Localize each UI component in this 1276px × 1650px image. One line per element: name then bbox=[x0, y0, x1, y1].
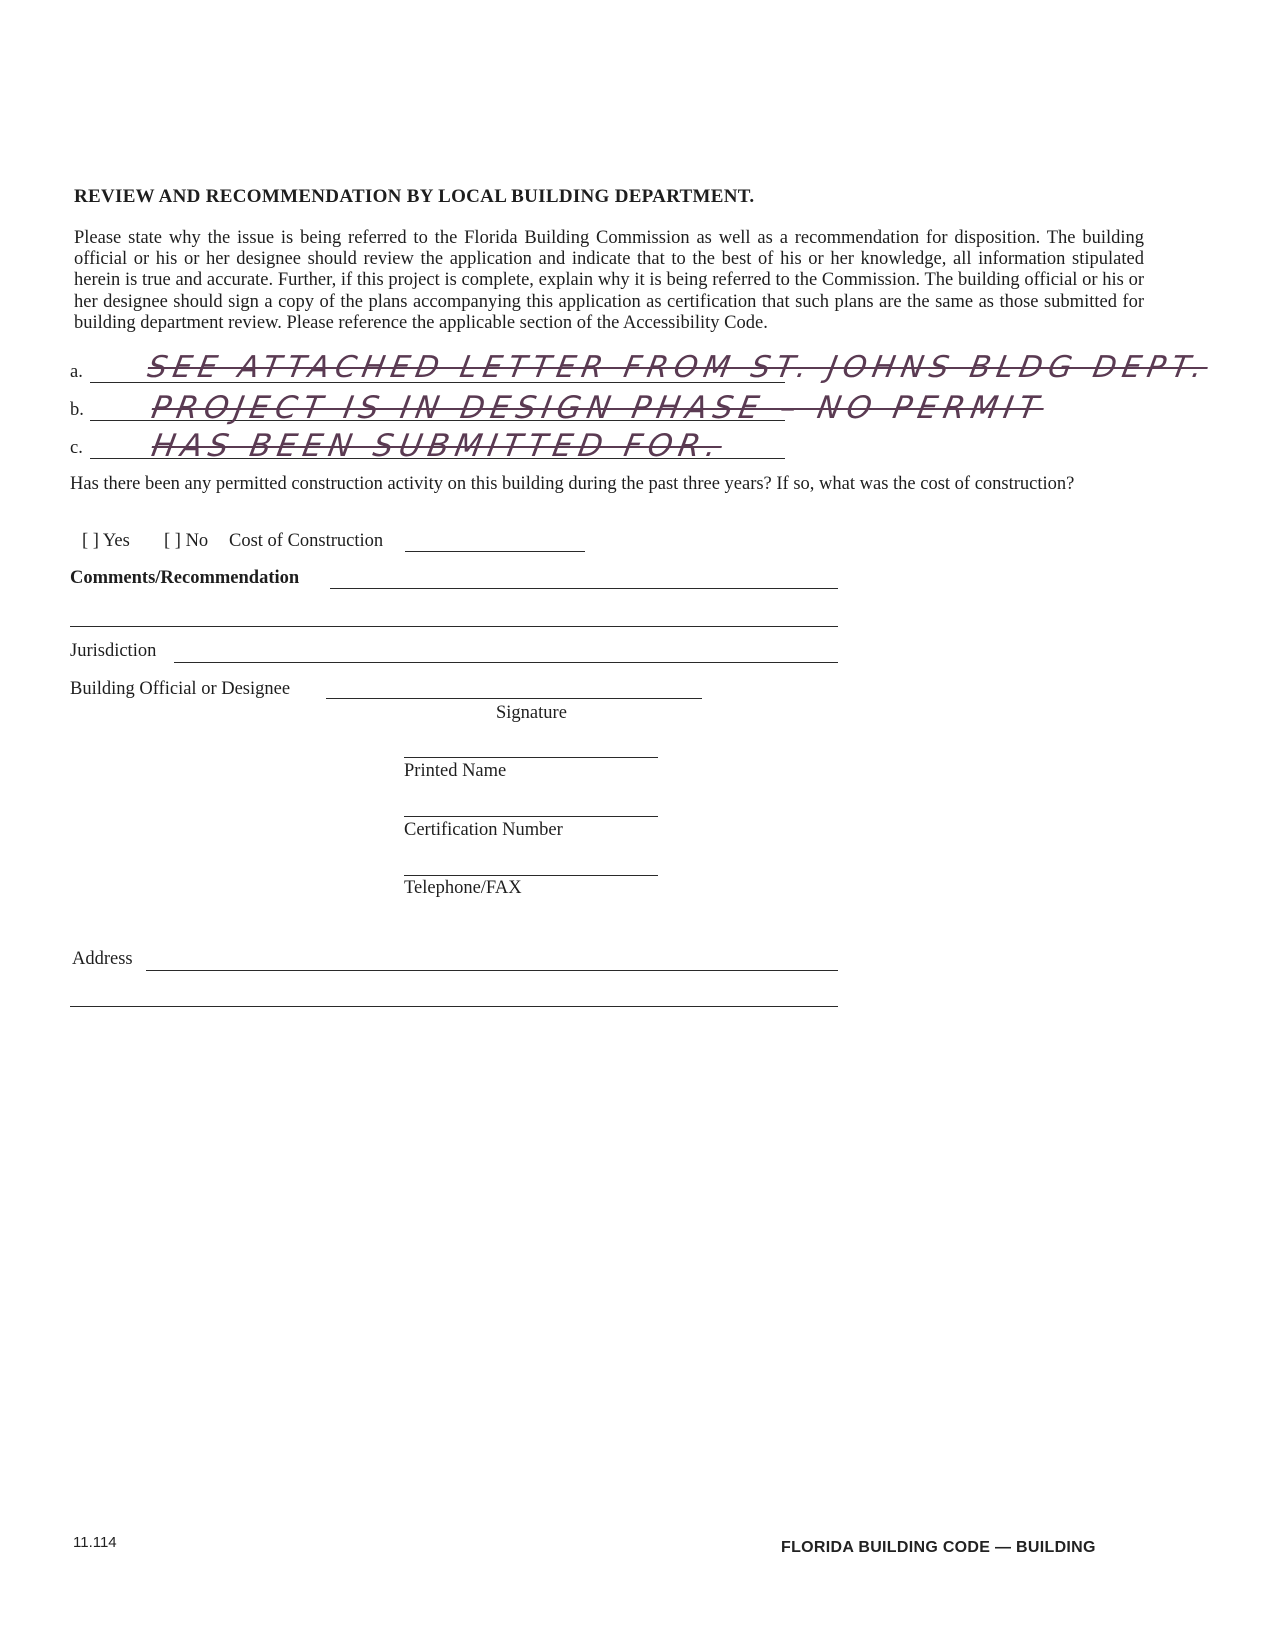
address-label: Address bbox=[72, 949, 133, 969]
page-number: 11.114 bbox=[73, 1534, 117, 1551]
address-field-line-2[interactable] bbox=[70, 1006, 838, 1007]
item-a-handwritten: SEE ATTACHED LETTER FROM ST. JOHNS BLDG DEPT. bbox=[144, 350, 1211, 385]
comments-field-line-1[interactable] bbox=[330, 588, 838, 589]
telephone-field[interactable] bbox=[404, 875, 658, 876]
certification-field[interactable] bbox=[404, 816, 658, 817]
telephone-caption: Telephone/FAX bbox=[404, 878, 522, 898]
item-c-handwritten: HAS BEEN SUBMITTED FOR. bbox=[148, 428, 726, 464]
item-b-label: b. bbox=[70, 400, 84, 420]
item-b-handwritten: PROJECT IS IN DESIGN PHASE – NO PERMIT bbox=[148, 390, 1047, 426]
printed-name-caption: Printed Name bbox=[404, 761, 507, 781]
comments-label: Comments/Recommendation bbox=[70, 568, 300, 588]
official-label: Building Official or Designee bbox=[70, 679, 291, 699]
code-title: FLORIDA BUILDING CODE — BUILDING bbox=[781, 1539, 1096, 1556]
jurisdiction-label: Jurisdiction bbox=[70, 641, 157, 661]
permit-question: Has there been any permitted construction activity on this building during the past three years? If so, what was the cost of construction? bbox=[70, 474, 1075, 494]
jurisdiction-field[interactable] bbox=[174, 662, 838, 663]
cost-label: Cost of Construction bbox=[229, 531, 384, 551]
item-c-label: c. bbox=[70, 438, 83, 458]
comments-field-line-2[interactable] bbox=[70, 626, 838, 627]
cost-field[interactable] bbox=[405, 551, 585, 552]
certification-caption: Certification Number bbox=[404, 820, 563, 840]
no-checkbox[interactable]: [ ] No bbox=[164, 531, 209, 551]
item-a-label: a. bbox=[70, 362, 83, 382]
section-title: REVIEW AND RECOMMENDATION BY LOCAL BUILDING DEPARTMENT. bbox=[74, 186, 755, 207]
address-field-line-1[interactable] bbox=[146, 970, 838, 971]
printed-name-field[interactable] bbox=[404, 757, 658, 758]
instructions-paragraph: Please state why the issue is being referred to the Florida Building Commission as well as a recommendation for disposition. The building official or his or her designee should review the application and indicate that to the best of his or her knowledge, all information stipulated herein is true and accurate. Further, if this project is complete, explain why it is being referred to the Commission. The building official or his or her designee should sign a copy of the plans accompanying this application as certification that such plans are the same as those submitted for building department review. Please reference the applicable section of the Accessibility Code. bbox=[74, 228, 1144, 333]
signature-field[interactable] bbox=[326, 698, 702, 699]
yes-checkbox[interactable]: [ ] Yes bbox=[82, 531, 130, 551]
signature-caption: Signature bbox=[496, 703, 567, 723]
